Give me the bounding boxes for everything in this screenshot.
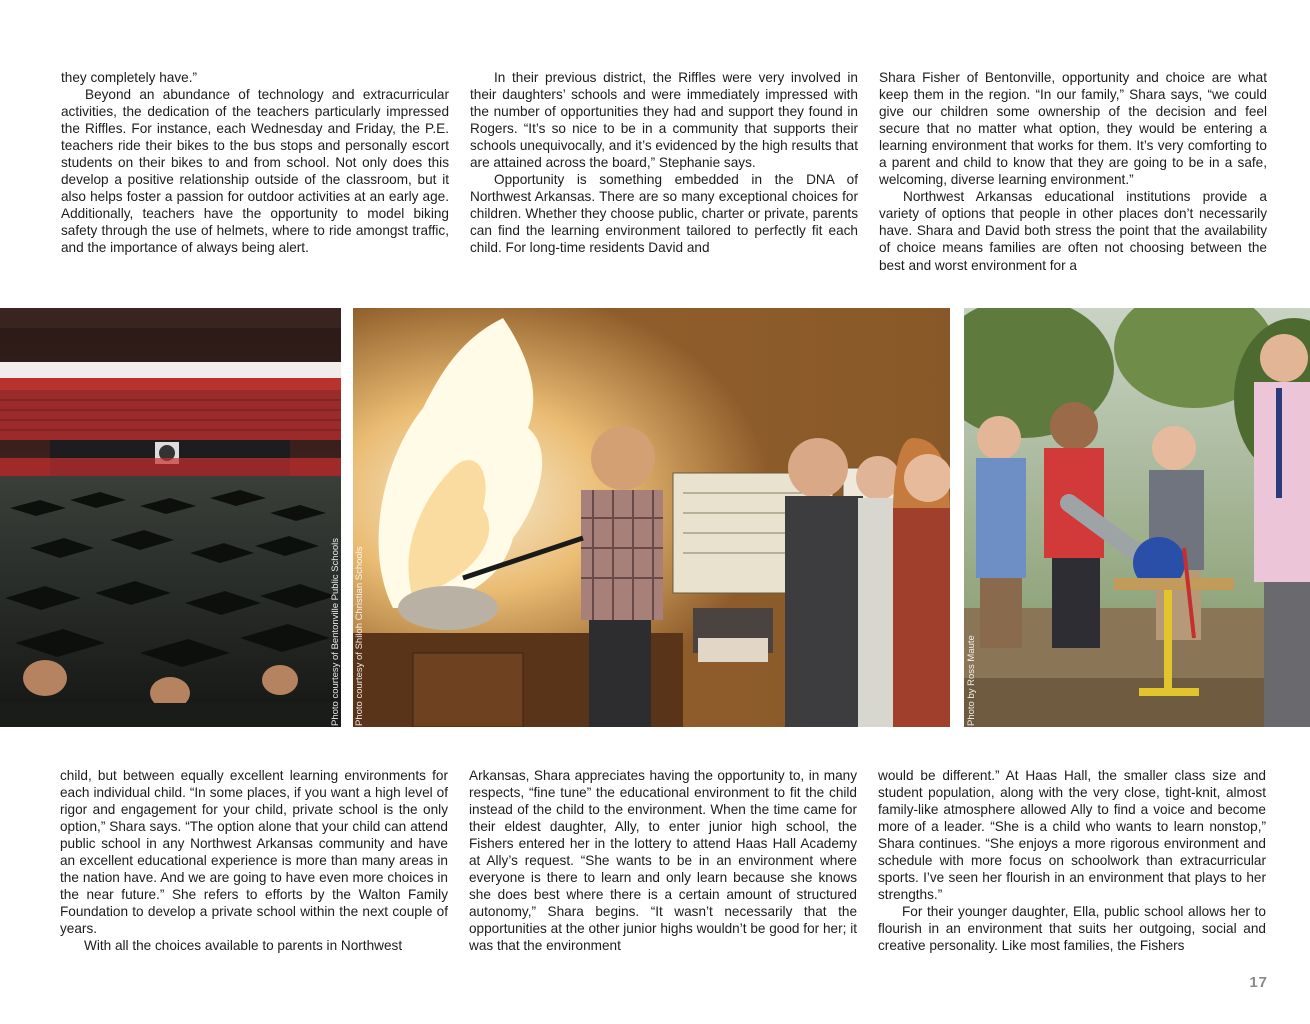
article-column-top-1 xyxy=(61,69,449,257)
photo-graduation-ceremony xyxy=(0,308,341,727)
paragraph: Beyond an abundance of technology and extracurricular activities, the dedication of the teachers particularly impressed the Riffles. For instance, each Wednesday and Friday, the P.E. teachers ride their bikes to the bus stops and personally escort students on their bikes to and from school. Not only does this develop a positive relationship outside of the classroom, but it also helps foster a passion for outdoor activities at an early age. Additionally, teachers have the opportunity to model biking safety through the use of helmets, where to ride amongst traffic, and the importance of always being alert. xyxy=(61,87,449,256)
article-column-bottom-3 xyxy=(878,767,1266,955)
article-column-bottom-1 xyxy=(60,767,448,955)
paragraph: Arkansas, Shara appreciates having the opportunity to, in many respects, “fine tune” the educational environment to fit the child instead of the child to the environment. When the time came for their eldest daughter, Ally, to enter junior high school, the Fishers entered her in the lottery to attend Haas Hall Academy at Ally’s request. “She wants to be in an environment where everyone is there to learn and only learn because she knows she does best where there is a certain amount of structured autonomy,” Shara begins. “It wasn’t necessarily that the opportunities at the other junior highs wouldn’t be good for her; it was that the environment xyxy=(469,768,857,954)
paragraph: Opportunity is something embedded in the DNA of Northwest Arkansas. There are so many exceptional choices for children. Whether they choose public, charter or private, parents can find the learning environment tailored to perfectly fit each child. For long-time residents David and xyxy=(470,172,858,256)
article-column-bottom-2 xyxy=(469,767,857,955)
paragraph: With all the choices available to parents in Northwest xyxy=(84,938,403,954)
photo-credit: Photo courtesy of Bentonville Public Schools xyxy=(330,538,341,726)
page-number: 17 xyxy=(1249,974,1268,991)
paragraph: they completely have.” xyxy=(61,70,198,85)
paragraph: Northwest Arkansas educational institutions provide a variety of options that people in other places don’t necessarily have. Shara and David both stress the point that the availability of choice means families are often not choosing between the best and worst environment for a xyxy=(879,189,1267,273)
article-column-top-2 xyxy=(470,69,858,257)
photo-outdoor-experiment xyxy=(964,308,1310,727)
paragraph: For their younger daughter, Ella, public school allows her to flourish in an environment that suits her outgoing, social and creative personality. Like most families, the Fishers xyxy=(878,904,1266,954)
paragraph: In their previous district, the Riffles were very involved in their daughters’ schools and were immediately impressed with the number of opportunities they had and support they found in Rogers. “It’s so nice to be in a community that supports their schools unequivocally, and it’s evidenced by the high results that are attained across the board,” Stephanie says. xyxy=(470,70,858,171)
paragraph: Shara Fisher of Bentonville, opportunity and choice are what keep them in the region. “In our family,” Shara says, “we could give our children some ownership of the decision and feel secure that no matter what option, they would be entering a learning environment that works for them. It’s very comforting to a parent and child to know that they are going to be in a safe, welcoming, diverse learning environment.” xyxy=(879,70,1267,188)
photo-science-demonstration xyxy=(353,308,950,727)
paragraph: would be different.” At Haas Hall, the smaller class size and student population, along with the very close, tight-knit, almost family-like atmosphere allowed Ally to find a voice and become more of a leader. “She is a child who wants to learn nonstop,” Shara continues. “She enjoys a more rigorous environment and schedule with more focus on schoolwork than extracurricular sports. I’ve seen her flourish in an environment that plays to her strengths.” xyxy=(878,768,1266,903)
photo-credit: Photo courtesy of Shiloh Christian Schools xyxy=(354,546,365,726)
paragraph: child, but between equally excellent learning environments for each individual child. “In some places, if you want a high level of rigor and engagement for your child, private school is the only option,” Shara says. “The option alone that your child can attend public school in any Northwest Arkansas community and have an excellent educational experience is more than many areas in the nation have. And we are going to have even more choices in the near future.” She refers to efforts by the Walton Family Foundation to develop a private school within the next couple of years. xyxy=(60,768,448,937)
photo-credit: Photo by Ross Maute xyxy=(966,635,977,726)
article-column-top-3 xyxy=(879,69,1267,274)
